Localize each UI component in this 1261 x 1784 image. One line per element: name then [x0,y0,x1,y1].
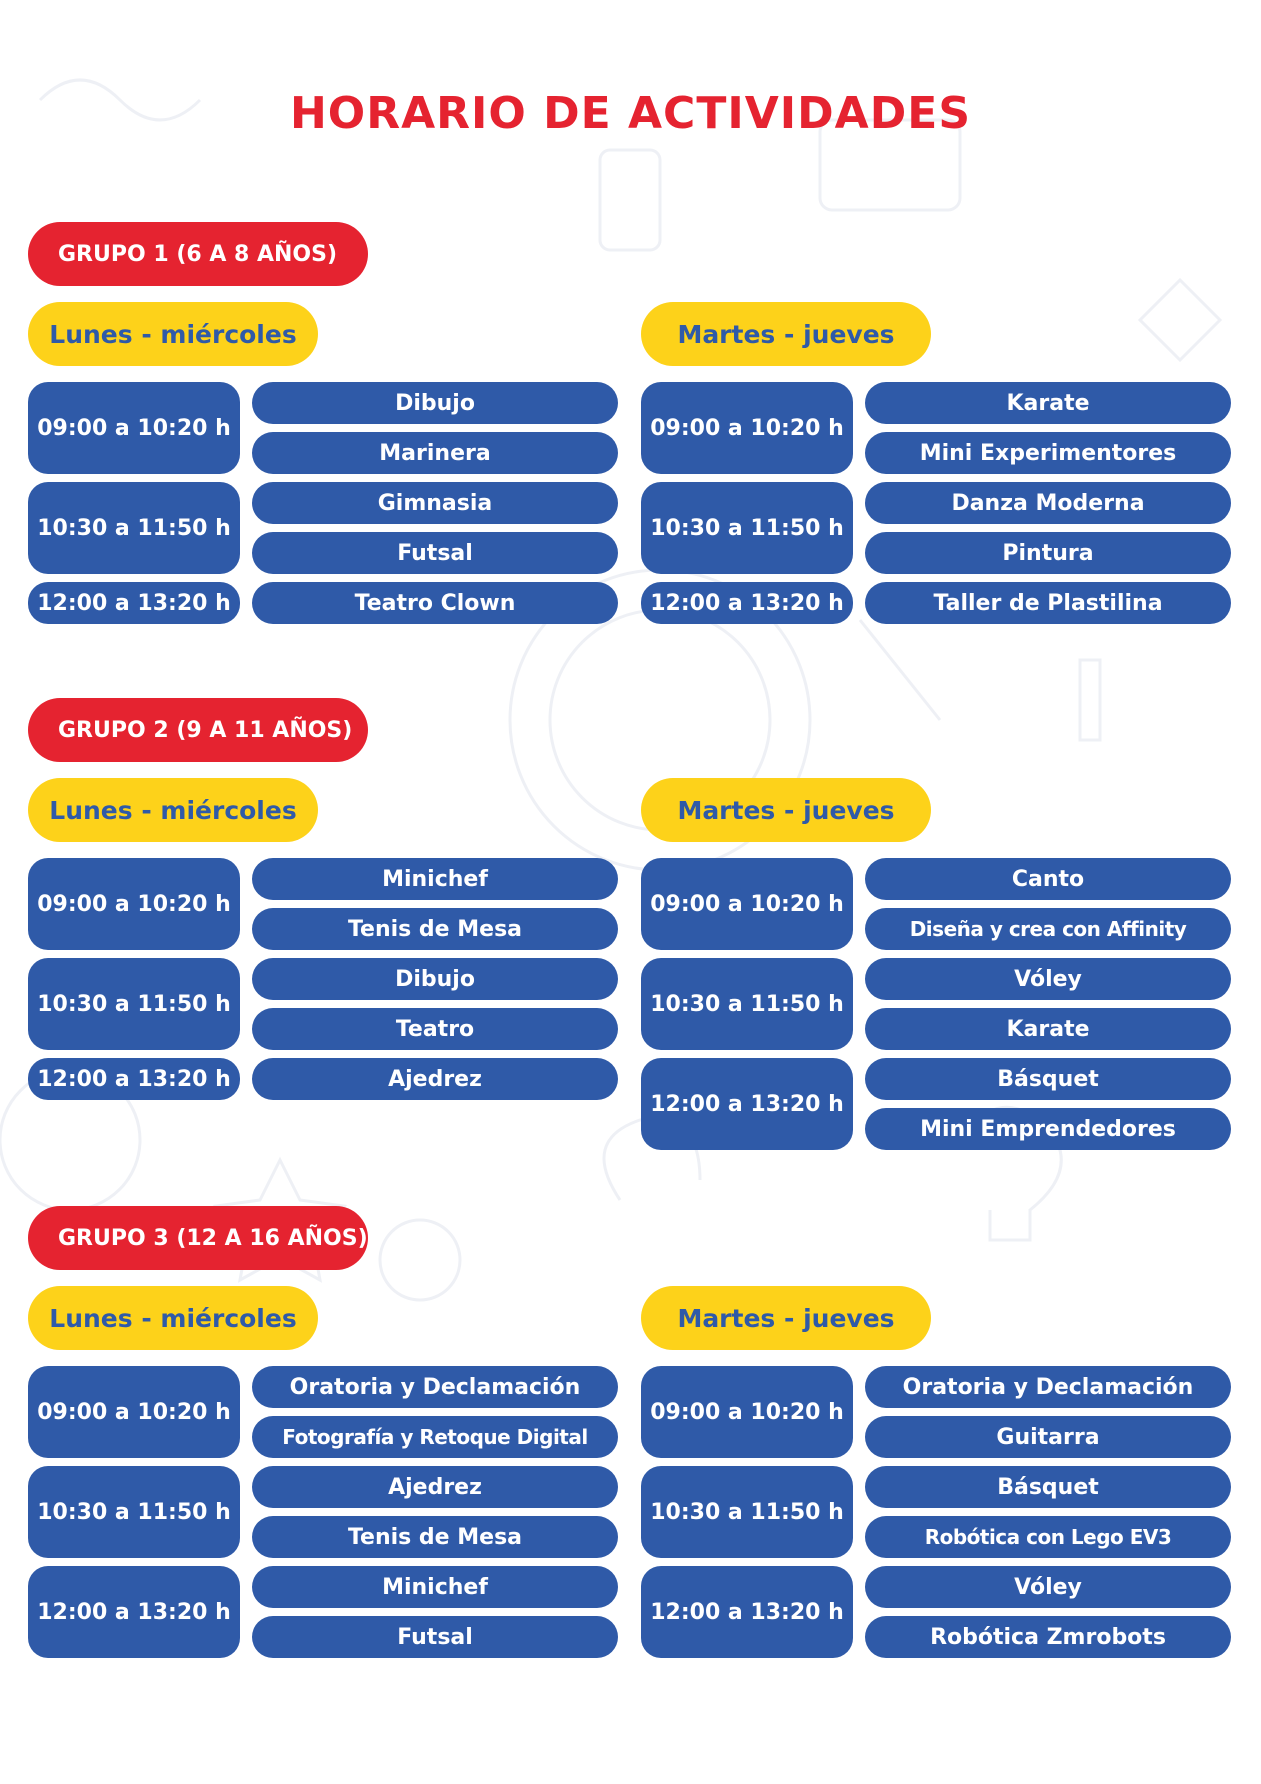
activity-pill: Gimnasia [252,482,618,524]
group-badge: GRUPO 1 (6 A 8 AÑOS) [28,222,368,286]
day-label: Martes - jueves [641,302,931,366]
time-label: 12:00 a 13:20 h [28,582,240,624]
day-label: Martes - jueves [641,1286,931,1350]
activity-pill: Canto [865,858,1231,900]
time-slot [28,1466,618,1558]
time-slot [641,1466,1231,1558]
time-label: 12:00 a 13:20 h [641,1566,853,1658]
time-label: 10:30 a 11:50 h [641,1466,853,1558]
activity-pill: Robótica con Lego EV3 [865,1516,1231,1558]
time-label: 12:00 a 13:20 h [28,1058,240,1100]
time-slot [641,1058,1231,1150]
day-label: Lunes - miércoles [28,302,318,366]
time-label: 10:30 a 11:50 h [28,482,240,574]
activity-pill: Mini Experimentores [865,432,1231,474]
time-label: 10:30 a 11:50 h [28,958,240,1050]
time-label: 12:00 a 13:20 h [641,582,853,624]
activity-pill: Minichef [252,858,618,900]
time-label: 10:30 a 11:50 h [28,1466,240,1558]
activity-pill: Futsal [252,1616,618,1658]
time-slot [28,958,618,1050]
time-slot [641,582,1231,624]
activity-pill: Vóley [865,1566,1231,1608]
activity-pill: Básquet [865,1466,1231,1508]
activity-pill: Guitarra [865,1416,1231,1458]
group-badge: GRUPO 2 (9 A 11 AÑOS) [28,698,368,762]
activity-pill: Tenis de Mesa [252,1516,618,1558]
activity-pill: Oratoria y Declamación [865,1366,1231,1408]
time-label: 09:00 a 10:20 h [28,858,240,950]
activity-pill: Minichef [252,1566,618,1608]
activity-pill: Ajedrez [252,1058,618,1100]
day-label: Martes - jueves [641,778,931,842]
time-slot [641,382,1231,474]
activity-pill: Danza Moderna [865,482,1231,524]
page-title: HORARIO DE ACTIVIDADES [289,88,972,139]
activity-pill: Teatro Clown [252,582,618,624]
time-slot [28,1058,618,1100]
activity-pill: Dibujo [252,382,618,424]
activity-pill: Futsal [252,532,618,574]
time-label: 09:00 a 10:20 h [641,858,853,950]
time-slot [28,482,618,574]
time-slot [641,1366,1231,1458]
time-label: 10:30 a 11:50 h [641,482,853,574]
activity-pill: Vóley [865,958,1231,1000]
activity-pill: Ajedrez [252,1466,618,1508]
activity-pill: Fotografía y Retoque Digital [252,1416,618,1458]
time-slot [28,582,618,624]
time-slot [28,1566,618,1658]
activity-pill: Pintura [865,532,1231,574]
time-slot [641,482,1231,574]
activity-pill: Taller de Plastilina [865,582,1231,624]
activity-pill: Robótica Zmrobots [865,1616,1231,1658]
time-label: 12:00 a 13:20 h [28,1566,240,1658]
time-slot [28,1366,618,1458]
activity-pill: Dibujo [252,958,618,1000]
time-slot [28,382,618,474]
time-slot [641,958,1231,1050]
activity-pill: Karate [865,382,1231,424]
time-slot [641,858,1231,950]
time-label: 09:00 a 10:20 h [641,382,853,474]
activity-pill: Básquet [865,1058,1231,1100]
activity-pill: Tenis de Mesa [252,908,618,950]
group-badge: GRUPO 3 (12 A 16 AÑOS) [28,1206,368,1270]
day-label: Lunes - miércoles [28,778,318,842]
time-label: 09:00 a 10:20 h [641,1366,853,1458]
time-slot [28,858,618,950]
time-slot [641,1566,1231,1658]
activity-pill: Oratoria y Declamación [252,1366,618,1408]
day-label: Lunes - miércoles [28,1286,318,1350]
time-label: 10:30 a 11:50 h [641,958,853,1050]
activity-pill: Karate [865,1008,1231,1050]
activity-pill: Marinera [252,432,618,474]
activity-pill: Teatro [252,1008,618,1050]
activity-pill: Diseña y crea con Affinity [865,908,1231,950]
time-label: 12:00 a 13:20 h [641,1058,853,1150]
time-label: 09:00 a 10:20 h [28,382,240,474]
activity-pill: Mini Emprendedores [865,1108,1231,1150]
time-label: 09:00 a 10:20 h [28,1366,240,1458]
